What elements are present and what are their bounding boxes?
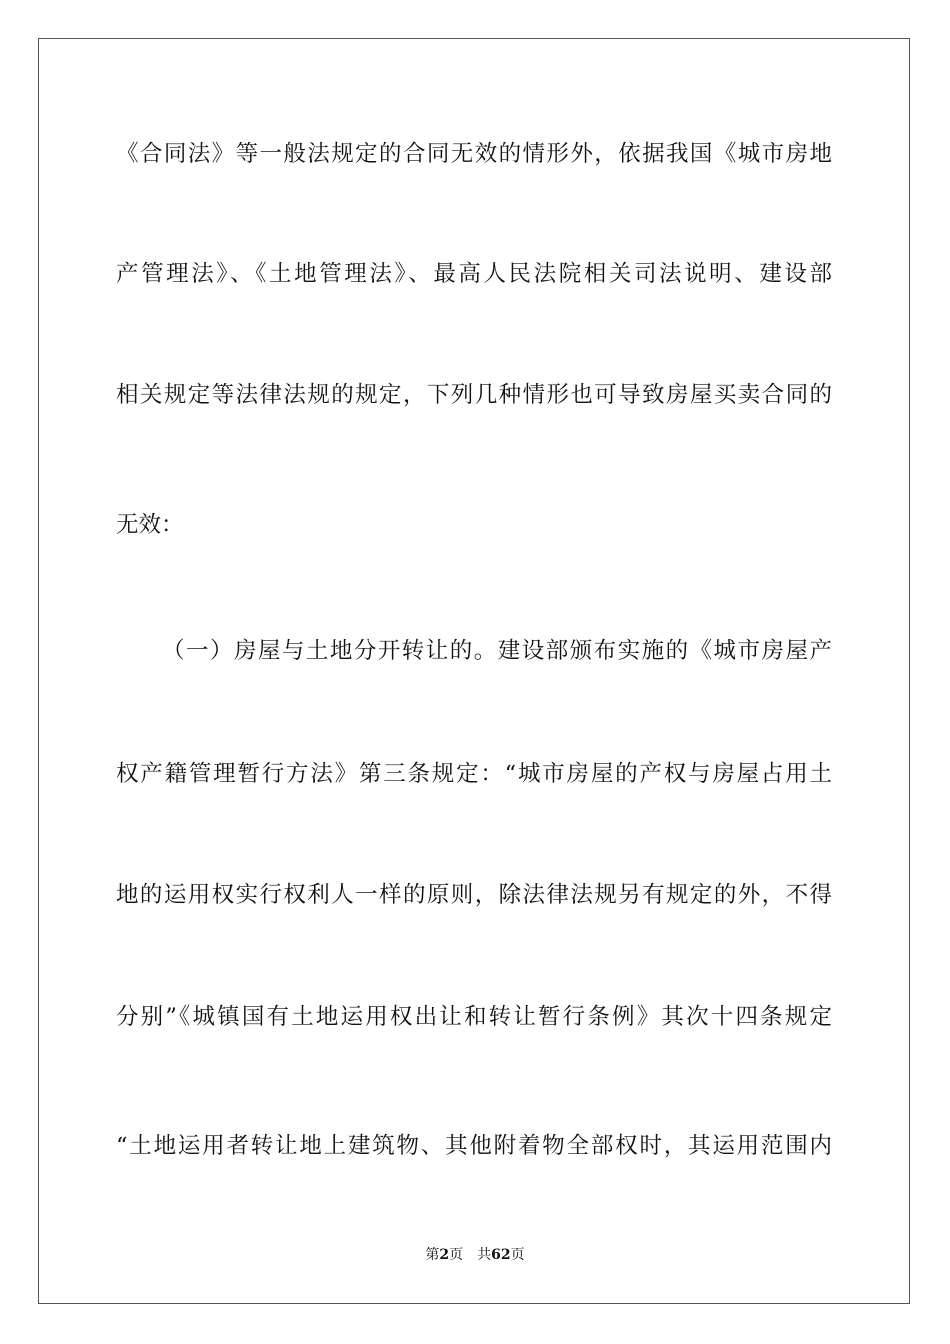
body-text-line-8: 分别”《城镇国有土地运用权出让和转让暂行条例》其次十四条规定: [116, 1004, 832, 1030]
body-text-line-2: 产管理法》、《土地管理法》、最高人民法院相关司法说明、建设部: [116, 261, 832, 287]
total-prefix: 共: [477, 1247, 492, 1263]
body-text-line-4: 无效：: [116, 512, 184, 538]
body-text-line-7: 地的运用权实行权利人一样的原则，除法律法规另有规定的外，不得: [116, 882, 832, 908]
body-text-line-5: （一）房屋与土地分开转让的。建设部颁布实施的《城市房屋产: [162, 638, 832, 664]
body-text-line-6: 权产籍管理暂行方法》第三条规定：“城市房屋的产权与房屋占用土: [116, 761, 832, 787]
page-footer: [0, 1246, 950, 1264]
total-suffix: 页: [510, 1247, 525, 1263]
page-suffix: 页: [449, 1247, 464, 1263]
body-text-line-9: “土地运用者转让地上建筑物、其他附着物全部权时，其运用范围内: [116, 1133, 832, 1159]
page-prefix: 第: [425, 1247, 440, 1263]
body-text-line-1: 《合同法》等一般法规定的合同无效的情形外，依据我国《城市房地: [116, 141, 832, 167]
page-border: [38, 38, 910, 1304]
body-text-line-3: 相关规定等法律法规的规定，下列几种情形也可导致房屋买卖合同的: [116, 382, 832, 408]
page-number: 2: [439, 1247, 450, 1263]
total-pages: 62: [491, 1247, 511, 1263]
